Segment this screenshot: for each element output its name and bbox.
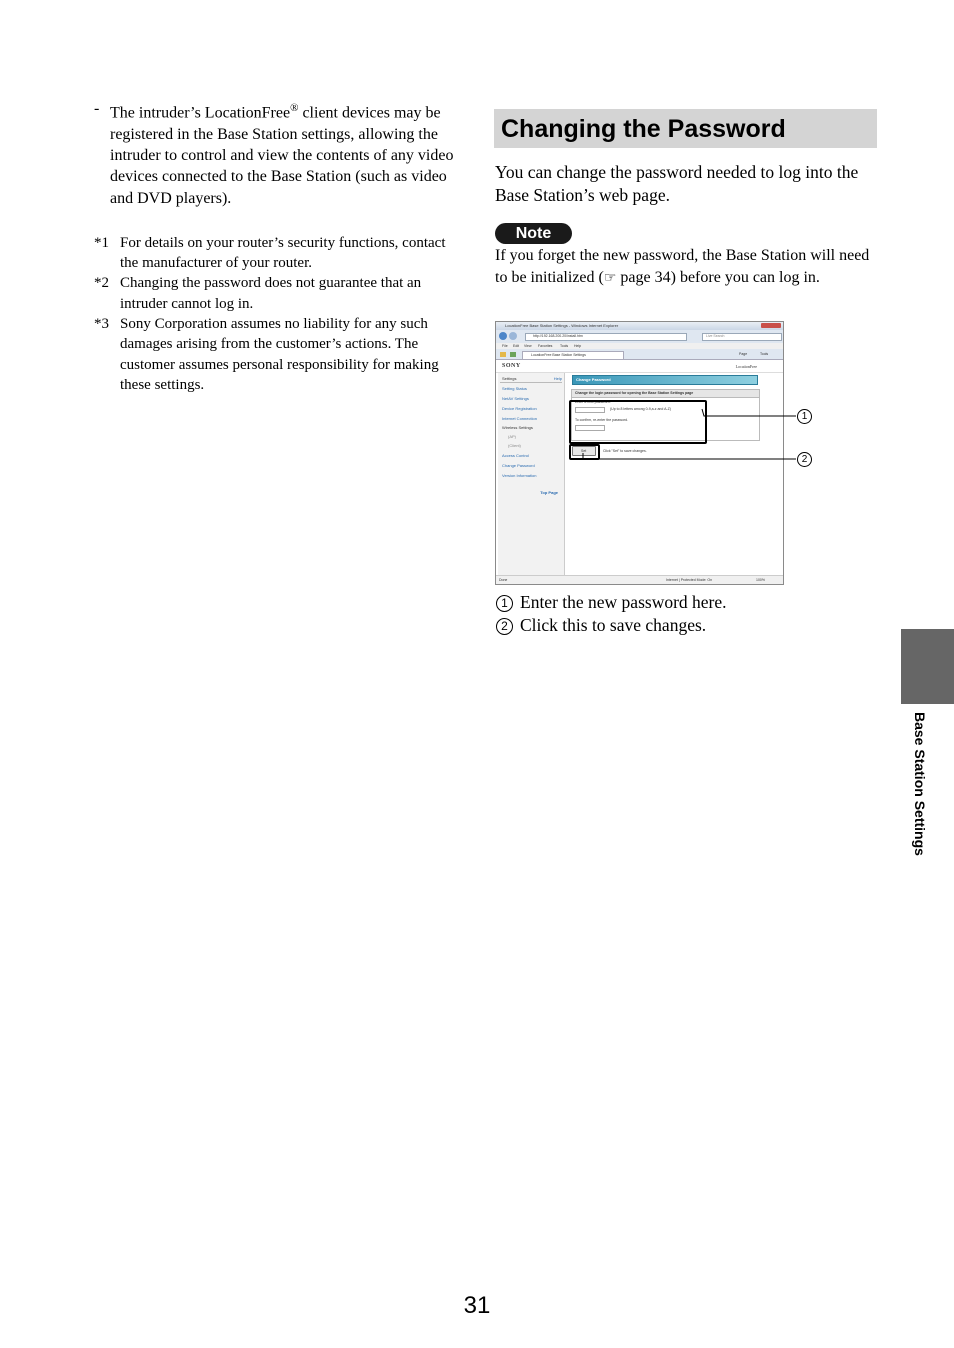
brand-row xyxy=(496,360,783,373)
status-zone: Internet | Protected Mode: On xyxy=(666,578,713,582)
footnote-mark: *3 xyxy=(94,316,109,332)
menu-item: File xyxy=(502,344,508,348)
legend-item xyxy=(495,614,879,637)
window-controls-icon xyxy=(761,323,781,328)
note-text-end: page 34) before you can log in. xyxy=(616,268,820,286)
legend-number: 2 xyxy=(496,618,513,635)
footnote xyxy=(94,233,464,274)
footnotes xyxy=(94,233,464,395)
legend-number: 1 xyxy=(496,595,513,612)
note-text-start: If you forget the new password, the Base Station will need to be initialized ( xyxy=(495,247,870,286)
set-note: Click "Set" to save changes. xyxy=(603,449,647,453)
favorites-star-icon xyxy=(500,352,506,357)
footnote-mark: *2 xyxy=(94,275,109,292)
status-bar xyxy=(496,575,783,585)
change-password-header xyxy=(572,375,758,385)
note-badge: Note xyxy=(495,223,572,244)
sidebar-item: Version Information xyxy=(502,473,537,478)
window-title: LocationFree Base Station Settings - Windows Internet Explorer xyxy=(505,323,619,328)
sidebar-item: NetAV Settings xyxy=(502,396,529,401)
add-favorites-icon xyxy=(510,352,516,357)
sidebar-item: Wireless Settings xyxy=(502,425,533,430)
intro-paragraph: You can change the password needed to log into the Base Station’s web page. xyxy=(495,162,859,205)
set-button-label: Set xyxy=(581,449,587,453)
menu-item: Tools xyxy=(560,344,569,348)
legend-text: Click this to save changes. xyxy=(520,614,707,635)
sidebar-item: Access Control xyxy=(502,453,529,458)
footnote xyxy=(94,273,464,314)
section-title-bar xyxy=(494,109,877,148)
bullet-dash: - xyxy=(94,100,100,117)
menu-item: Help xyxy=(574,344,582,348)
search-box xyxy=(702,333,782,341)
bullet-text-start: The intruder’s LocationFree xyxy=(110,104,291,122)
legend-item xyxy=(495,591,879,614)
status-zoom: 100% xyxy=(756,578,765,582)
sidebar-header: Settings xyxy=(502,376,517,381)
sidebar-item: Setting Status xyxy=(502,386,527,391)
sidebar-help-link: Help xyxy=(553,376,562,381)
enter-password-label: Enter a new password. xyxy=(575,400,611,404)
address-text: http://192.168.200.20/install.htm xyxy=(533,334,583,338)
password-panel-header xyxy=(572,390,759,398)
search-placeholder: Live Search xyxy=(706,334,725,338)
footnote-text: Changing the password does not guarantee that an intruder cannot log in. xyxy=(120,275,422,312)
callout-number-2: 2 xyxy=(797,452,812,467)
settings-sidebar xyxy=(498,373,565,575)
sidebar-subitem: (AP) xyxy=(508,434,516,439)
sidebar-item: Device Registration xyxy=(502,406,537,411)
password-fields-highlight xyxy=(569,400,707,444)
bullet-text-end: client devices may be registered in the Base Station settings, allowing the intruder to control and view the contents of any video devices connected to the Base Station (such as video and DVD players). xyxy=(110,104,454,207)
sidebar-item: Change Password xyxy=(502,463,535,468)
page-number: 31 xyxy=(463,1292,491,1319)
status-left: Done xyxy=(499,578,508,582)
legend-text: Enter the new password here. xyxy=(520,592,727,612)
section-title: Changing the Password xyxy=(501,115,786,143)
set-button-highlight xyxy=(569,444,600,460)
callout-legend xyxy=(495,591,879,636)
sidebar-item: Internet Connection xyxy=(502,416,537,421)
sidebar-divider xyxy=(500,382,562,383)
browser-tab xyxy=(522,351,624,359)
left-column xyxy=(94,98,464,395)
confirm-password-label: To confirm, re-enter the password. xyxy=(575,418,629,422)
sidebar-subitem: (Client) xyxy=(508,443,521,448)
menu-item: View xyxy=(524,344,532,348)
callout-number-1: 1 xyxy=(797,409,812,424)
browser-screenshot xyxy=(495,321,784,585)
menu-item: Favorites xyxy=(538,344,553,348)
address-row xyxy=(496,330,783,343)
change-password-title: Change Password xyxy=(576,377,611,382)
locationfree-logo: LocationFree xyxy=(735,364,757,369)
tab-title: LocationFree Base Station Settings xyxy=(531,353,586,357)
registered-mark: ® xyxy=(290,102,299,114)
back-icon xyxy=(499,332,507,340)
page-reference-icon: ☞ xyxy=(603,269,617,286)
top-page-link: Top Page xyxy=(540,490,558,495)
sony-logo: SONY xyxy=(502,363,521,369)
chapter-label: Base Station Settings xyxy=(912,712,928,856)
page-menu: Page xyxy=(739,352,748,356)
footnote-text: For details on your router’s security functions, contact the manufacturer of your router. xyxy=(120,234,446,272)
footnote-text: Sony Corporation assumes no liability for any such damages arising from the customer’s actions. The customer assumes personal responsibility for making these settings. xyxy=(120,316,439,393)
footnote xyxy=(94,314,464,395)
note-text xyxy=(495,245,879,289)
panel-header-text: Change the login password for opening the Base Station Settings page xyxy=(575,391,694,395)
browser-title-bar xyxy=(496,322,783,330)
password-hint: (Up to 8 letters among 0-9,a-z and A-Z) xyxy=(610,407,671,411)
forward-icon xyxy=(509,332,517,340)
tools-menu: Tools xyxy=(760,352,769,356)
intruder-bullet xyxy=(94,98,464,209)
chapter-tab xyxy=(901,629,954,704)
address-bar xyxy=(525,333,687,341)
footnote-mark: *1 xyxy=(94,234,109,251)
menu-item: Edit xyxy=(513,344,520,348)
